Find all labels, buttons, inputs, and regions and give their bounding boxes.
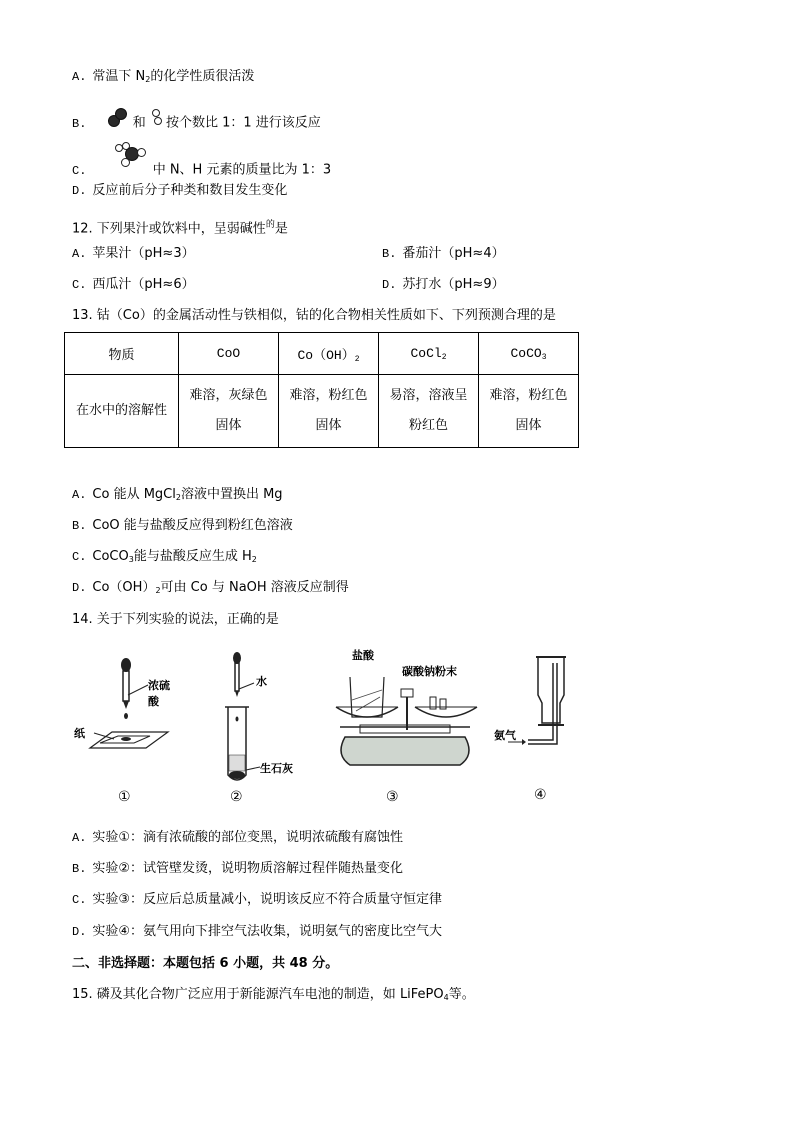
q14-option-b: B. 实验②：试管壁发烫，说明物质溶解过程伴随热量变化 bbox=[72, 861, 404, 876]
section-heading: 二、非选择题：本题包括 6 小题，共 48 分。 bbox=[72, 956, 339, 971]
experiment-figure-2: 水 生石灰 ② bbox=[200, 645, 310, 810]
q14-option-d: D. 实验④：氨气用向下排空气法收集，说明氨气的密度比空气大 bbox=[72, 924, 443, 939]
table-cell: 易溶，溶液呈 粉红色 bbox=[379, 375, 479, 448]
nh3-molecule-icon bbox=[115, 142, 149, 170]
table-cell: 难溶，灰绿色 固体 bbox=[179, 375, 279, 448]
dropper-paper-icon bbox=[70, 645, 180, 775]
table-cell: 难溶，粉红色 固体 bbox=[479, 375, 579, 448]
q12-option-d: D. 苏打水（pH≈9） bbox=[382, 277, 505, 292]
q13-stem: 13. 钴（Co）的金属活动性与铁相似，钴的化合物相关性质如下、下列预测合理的是 bbox=[72, 308, 556, 323]
table-header-row bbox=[65, 333, 579, 375]
q12-option-b: B. 番茄汁（pH≈4） bbox=[382, 246, 505, 261]
test-tube-icon bbox=[200, 645, 310, 785]
cobalt-compounds-table bbox=[64, 332, 579, 448]
table-header-cell: 物质 bbox=[65, 333, 179, 375]
table-row bbox=[65, 375, 579, 448]
q12-stem: 12. 下列果汁或饮料中，呈弱碱性$^的$是 bbox=[72, 220, 288, 237]
q12-option-c: C. 西瓜汁（pH≈6） bbox=[72, 277, 195, 292]
experiment-figure-1: 浓硫酸 纸 ① bbox=[70, 645, 180, 810]
table-header-cell: CoCO$_3$ bbox=[479, 333, 579, 375]
q11-option-d: D. 反应前后分子种类和数目发生变化 bbox=[72, 183, 288, 198]
table-row-label: 在水中的溶解性 bbox=[65, 375, 179, 448]
option-label: D. bbox=[72, 184, 87, 198]
q13-option-b: B. CoO 能与盐酸反应得到粉红色溶液 bbox=[72, 518, 293, 533]
h2-molecule-icon bbox=[150, 107, 162, 127]
experiment-figure-3: 盐酸 碳酸钠粉末 ③ bbox=[330, 645, 480, 810]
option-label: A. bbox=[72, 70, 87, 84]
q13-option-d: D. $Co(OH)_2$可由 Co 与 NaOH 溶液反应制得 bbox=[72, 580, 349, 595]
q14-option-a: A. 实验①：滴有浓硫酸的部位变黑，说明浓硫酸有腐蚀性 bbox=[72, 830, 404, 845]
q11-option-a: A. 常温下 $N_2$的化学性质很活泼 bbox=[72, 69, 255, 84]
q14-option-c: C. 实验③：反应后总质量减小，说明该反应不符合质量守恒定律 bbox=[72, 892, 443, 907]
q15-stem: 15. 磷及其化合物广泛应用于新能源汽车电池的制造，如 LiFePO$_4$等。 bbox=[72, 987, 475, 1002]
q11-option-c: C. 中 N、H 元素的质量比为 1：3 bbox=[72, 156, 331, 184]
table-header-cell: $Co(OH)_2$ bbox=[279, 333, 379, 375]
table-cell: 难溶，粉红色 固体 bbox=[279, 375, 379, 448]
option-label: B. bbox=[72, 116, 87, 131]
q11-option-b: B. 和 按个数比 1：1 进行该反应 bbox=[72, 112, 321, 134]
n2-molecule-icon bbox=[107, 106, 129, 128]
table-header-cell: CoO bbox=[179, 333, 279, 375]
q13-option-a: A. Co 能从 MgCl$_2$溶液中置换出 Mg bbox=[72, 487, 283, 502]
q13-option-c: C. CoCO$_3$能与盐酸反应生成 $H_2$ bbox=[72, 549, 257, 564]
option-label: C. bbox=[72, 163, 87, 178]
q12-option-a: A. 苹果汁（pH≈3） bbox=[72, 246, 195, 261]
experiment-figure-4: 氨气 ④ bbox=[490, 645, 570, 810]
q14-stem: 14. 关于下列实验的说法，正确的是 bbox=[72, 612, 279, 627]
table-header-cell: CoCl$_2$ bbox=[379, 333, 479, 375]
